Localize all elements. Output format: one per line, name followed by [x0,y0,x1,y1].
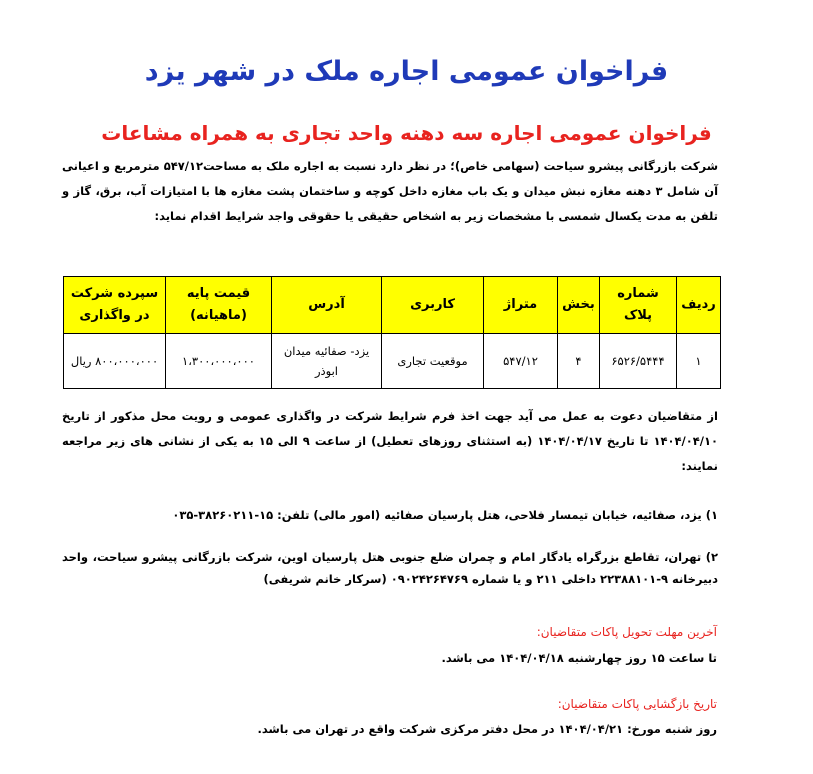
cell-deposit: ۸۰۰،۰۰۰،۰۰۰ ریال [64,334,166,389]
header-deposit: سپرده شرکت در واگذاری [64,277,166,334]
header-row-no: ردیف [677,277,721,334]
header-plaque: شماره پلاک [600,277,677,334]
deadline-text: تا ساعت ۱۵ روز چهارشنبه ۱۴۰۴/۰۴/۱۸ می باشد. [441,651,717,665]
cell-area: ۵۴۷/۱۲ [484,334,558,389]
header-area: متراژ [484,277,558,334]
header-usage: کاربری [382,277,484,334]
property-table [63,276,721,389]
opening-text: روز شنبه مورخ: ۱۴۰۴/۰۴/۲۱ در محل دفتر مرکزی شرکت واقع در تهران می باشد. [257,722,717,736]
invitation-paragraph: از متقاضیان دعوت به عمل می آید جهت اخذ فرم شرایط شرکت در واگذاری عمومی و رویت محل مذکور از تاریخ ۱۴۰۴/۰۴/۱۰ تا تاریخ ۱۴۰۴/۰۴/۱۷ (به استثنای روزهای تعطیل) از ساعت ۹ الی ۱۵ به یکی از نشانی های زیر مراجعه نمایند: [62,409,718,473]
cell-usage: موقعیت تجاری [382,334,484,389]
header-base-price: قیمت پایه (ماهیانه) [166,277,272,334]
deadline-heading: آخرین مهلت تحویل پاکات متقاضیان: [536,625,717,639]
address-tehran: ۲) تهران، تقاطع بزرگراه یادگار امام و چمران ضلع جنوبی هتل پارسیان اوین، شرکت بازرگانی پیشرو سیاحت، واحد دبیرخانه ۹-۲۲۳۸۸۱۰۱ داخلی ۲۱۱ و یا شماره ۰۹۰۲۴۲۶۴۷۶۹ (سرکار خانم شریفی) [62,550,718,586]
cell-section: ۴ [558,334,600,389]
table-row [64,334,721,389]
cell-plaque: ۶۵۲۶/۵۴۴۴ [600,334,677,389]
cell-base-price: ۱،۳۰۰،۰۰۰،۰۰۰ [166,334,272,389]
sub-title: فراخوان عمومی اجاره سه دهنه واحد تجاری به همراه مشاعات [101,121,712,145]
cell-address: یزد- صفائیه میدان ابوذر [272,334,382,389]
header-address: آدرس [272,277,382,334]
cell-row-no: ۱ [677,334,721,389]
main-title: فراخوان عمومی اجاره ملک در شهر یزد [144,56,669,87]
intro-paragraph: شرکت بازرگانی پیشرو سیاحت (سهامی خاص)؛ در نظر دارد نسبت به اجاره ملک به مساحت۵۴۷/۱۲ مترمربع و اعیانی آن شامل ۳ دهنه مغازه نبش میدان و یک باب مغازه داخل کوچه و ساختمان پشت مغازه ها با امتیازات آب، برق، گاز و تلفن به مدت یکسال شمسی با مشخصات زیر به اشخاص حقیقی یا حقوقی واجد شرایط اقدام نماید: [62,159,719,223]
header-section: بخش [558,277,600,334]
table-header-row [64,277,721,334]
opening-heading: تاریخ بازگشایی پاکات متقاضیان: [557,697,717,711]
address-yazd: ۱) یزد، صفائیه، خیابان تیمسار فلاحی، هتل پارسیان صفائیه (امور مالی) تلفن: ۱۵-۳۸۲۶۰۲۱۱-۰۳۵ [172,508,718,522]
